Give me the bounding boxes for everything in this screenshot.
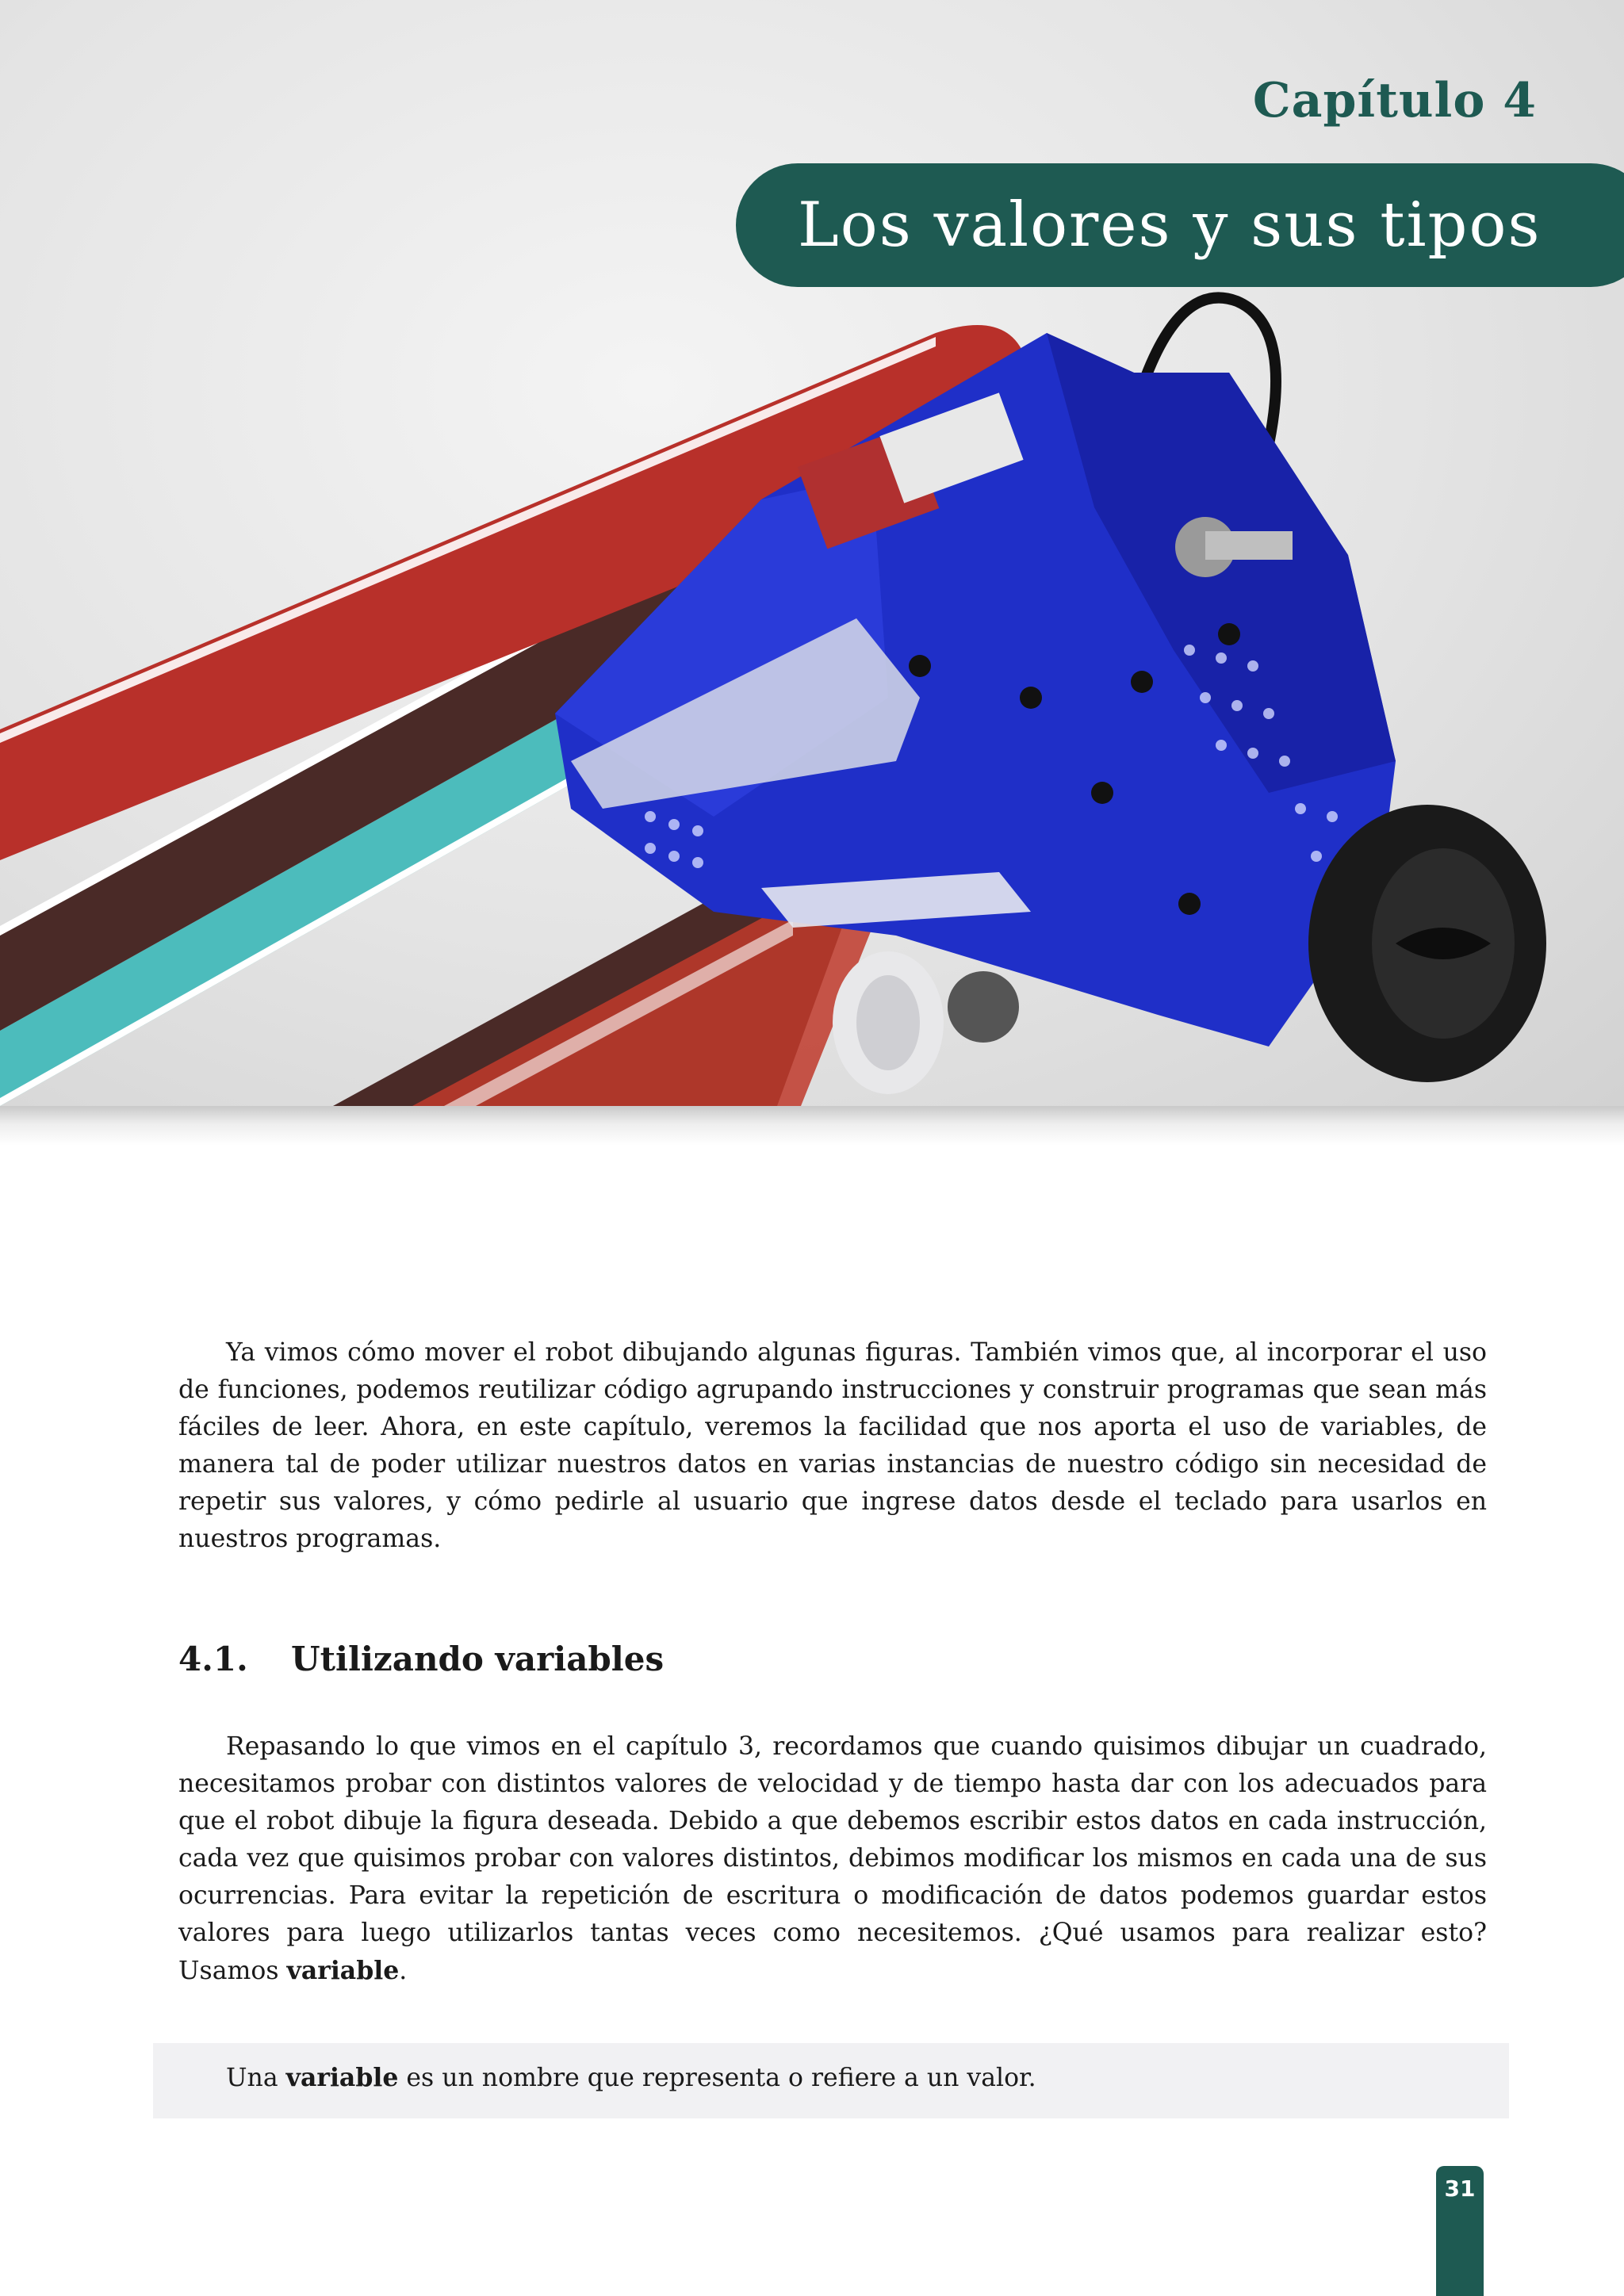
chapter-title: Los valores y sus tipos — [798, 189, 1542, 261]
definition-after: es un nombre que representa o refiere a un valor. — [406, 2064, 1036, 2092]
section-number: 4.1. — [178, 1640, 248, 1678]
chapter-banner — [0, 0, 1624, 1106]
section-paragraph-text: Repasando lo que vimos en el capítulo 3, recordamos que cuando quisimos dibujar un cuadrado, necesitamos probar con distintos valores de velocidad y de tiempo hasta dar con los adecuados para que el robot dibuje la figura deseada. Debido a que debemos escribir estos datos en cada instrucción, cada vez que quisimos probar con valores distintos, debimos modificar los mismos en cada una de sus ocurrencias. Para evitar la repetición de escritura o modificación de datos podemos guardar estos valores para luego utilizarlos tantas veces como necesitemos. ¿Qué usamos para realizar esto? Usamos — [178, 1732, 1487, 1985]
chapter-title-banner — [736, 163, 1624, 287]
page-number: 31 — [1444, 2175, 1476, 2202]
chapter-label: Capítulo 4 — [1252, 73, 1537, 128]
definition-text — [226, 2059, 1036, 2097]
definition-before: Una — [226, 2064, 278, 2092]
page-number-tab — [1436, 2166, 1484, 2296]
intro-paragraph: Ya vimos cómo mover el robot dibujando algunas figuras. También vimos que, al incorporar el uso de funciones, podemos reutilizar código agrupando instrucciones y construir programas que sean más fáciles de leer. Ahora, en este capítulo, veremos la facilidad que nos aporta el uso de variables, de manera tal de poder utilizar nuestros datos en varias instancias de nuestro código sin necesidad de repetir sus valores, y cómo pedirle al usuario que ingrese datos desde el teclado para usarlos en nuestros programas. — [178, 1338, 1487, 1553]
definition-term: variable — [285, 2063, 399, 2092]
section-paragraph-end: . — [399, 1957, 408, 1985]
banner-shadow — [0, 1106, 1624, 1146]
section-heading — [178, 1640, 664, 1678]
section-paragraph-term: variable — [286, 1956, 400, 1985]
section-paragraph — [178, 1728, 1487, 1990]
section-title: Utilizando variables — [291, 1640, 665, 1678]
